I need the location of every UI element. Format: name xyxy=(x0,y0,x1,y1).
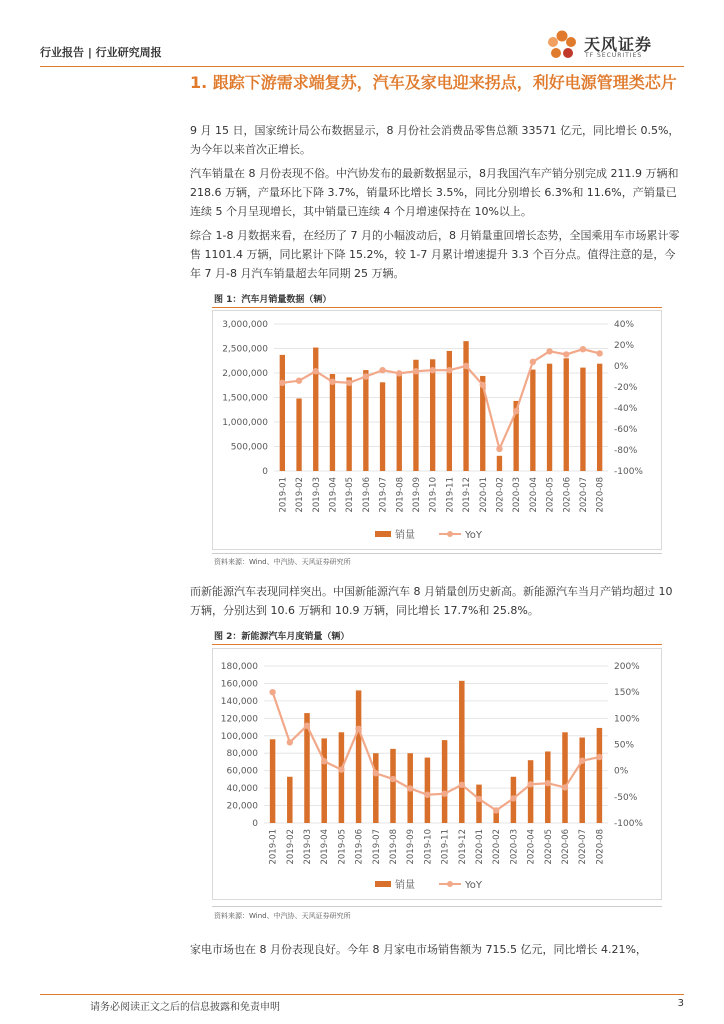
bar-2020-02 xyxy=(497,456,502,471)
x-tick-label: 2019-02 xyxy=(285,829,296,865)
y-left-tick-label: 500,000 xyxy=(230,442,268,453)
x-tick-label: 2020-07 xyxy=(578,477,589,513)
x-tick-label: 2019-06 xyxy=(361,477,372,513)
x-tick-label: 2019-07 xyxy=(378,477,389,513)
y-left-tick-label: 0 xyxy=(262,467,268,477)
x-tick-label: 2020-06 xyxy=(562,477,573,513)
bar-2019-10 xyxy=(425,758,431,823)
bar-2020-05 xyxy=(545,751,551,823)
yoy-point-2019-06 xyxy=(363,373,369,379)
bar-2019-06 xyxy=(356,690,362,823)
yoy-point-2019-05 xyxy=(338,766,344,772)
y-right-tick-label: 40% xyxy=(614,320,635,330)
yoy-point-2019-03 xyxy=(304,722,310,728)
yoy-point-2019-08 xyxy=(396,370,402,376)
figure-1-rule xyxy=(212,307,662,308)
yoy-point-2020-03 xyxy=(510,795,516,801)
bar-2019-03 xyxy=(313,348,318,471)
x-tick-label: 2019-06 xyxy=(354,829,365,865)
y-left-tick-label: 2,000,000 xyxy=(222,369,268,379)
bar-2020-04 xyxy=(530,370,535,471)
figure-1-source: 资料来源：Wind、中汽协、天风证券研究所 xyxy=(214,558,351,566)
bar-2019-05 xyxy=(346,377,351,471)
yoy-point-2019-12 xyxy=(463,363,469,369)
x-tick-label: 2019-12 xyxy=(457,829,468,865)
yoy-point-2019-04 xyxy=(321,758,327,764)
y-right-tick-label: 0% xyxy=(614,362,629,372)
x-tick-label: 2020-02 xyxy=(495,477,506,513)
x-tick-label: 2019-03 xyxy=(311,477,322,513)
x-tick-label: 2020-04 xyxy=(528,477,539,513)
x-tick-label: 2020-08 xyxy=(595,477,606,513)
x-tick-label: 2020-05 xyxy=(543,829,554,865)
bar-2019-07 xyxy=(373,753,379,823)
y-left-tick-label: 20,000 xyxy=(226,801,258,812)
x-tick-label: 2020-04 xyxy=(526,829,537,865)
yoy-point-2019-05 xyxy=(346,380,352,386)
legend-bar-swatch xyxy=(375,531,391,537)
x-tick-label: 2019-08 xyxy=(395,477,406,513)
yoy-point-2019-10 xyxy=(424,792,430,798)
yoy-point-2020-01 xyxy=(480,382,486,388)
yoy-point-2020-06 xyxy=(562,784,568,790)
bar-2020-07 xyxy=(580,368,585,471)
x-tick-label: 2019-04 xyxy=(320,829,331,865)
flower-logo-icon xyxy=(544,28,580,64)
yoy-point-2019-11 xyxy=(441,790,447,796)
yoy-point-2019-09 xyxy=(413,368,419,374)
yoy-point-2019-09 xyxy=(407,785,413,791)
x-tick-label: 2019-12 xyxy=(462,477,473,513)
x-tick-label: 2019-10 xyxy=(423,829,434,865)
nev-sales-chart xyxy=(212,648,662,900)
yoy-point-2020-08 xyxy=(596,350,602,356)
page-footer xyxy=(40,994,684,1014)
y-right-tick-label: 20% xyxy=(614,341,635,351)
figure-2-source: 资料来源：Wind、中汽协、天风证券研究所 xyxy=(214,912,351,920)
footer-disclaimer: 请务必阅读正文之后的信息披露和免责申明 xyxy=(90,1002,280,1013)
figure-2-source-rule xyxy=(212,906,662,907)
y-right-tick-label: -60% xyxy=(614,425,638,435)
yoy-point-2019-07 xyxy=(379,367,385,373)
yoy-point-2019-01 xyxy=(279,380,285,386)
x-tick-label: 2019-11 xyxy=(440,829,451,865)
bar-2019-08 xyxy=(390,749,396,823)
bar-2019-02 xyxy=(296,398,301,471)
yoy-point-2019-06 xyxy=(355,726,361,732)
y-right-tick-label: 150% xyxy=(614,688,640,699)
bar-2019-05 xyxy=(339,732,345,823)
bar-2020-04 xyxy=(528,760,534,823)
legend-line-label: YoY xyxy=(465,530,483,541)
paragraph-1: 9 月 15 日，国家统计局公布数据显示，8 月份社会消费品零售总额 33571 亿元，同比增长 0.5%，为今年以来首次正增长。 xyxy=(190,124,680,156)
figure-1-source-rule xyxy=(212,553,662,554)
yoy-point-2020-04 xyxy=(527,781,533,787)
legend-line-marker xyxy=(447,531,453,537)
bar-2019-12 xyxy=(463,341,468,471)
y-left-tick-label: 1,500,000 xyxy=(222,393,268,404)
paragraph-2: 汽车销量在 8 月份表现不俗。中汽协发布的最新数据显示，8月我国汽车产销分别完成 211.9 万辆和 218.6 万辆，产量环比下降 3.7%，销量环比增长 3.5%，同比分别增长 6.3%和 11.6%，产销量已连续 5 个月呈现增长，其中销量已连续 4 个月增速保持在 10%以上。 xyxy=(190,167,679,218)
x-tick-label: 2019-10 xyxy=(428,477,439,513)
x-tick-label: 2020-07 xyxy=(578,829,589,865)
y-right-tick-label: -40% xyxy=(614,404,638,414)
y-left-tick-label: 80,000 xyxy=(226,749,258,760)
yoy-point-2020-04 xyxy=(530,359,536,365)
bar-2019-04 xyxy=(321,738,327,823)
header-divider xyxy=(40,66,684,67)
y-left-tick-label: 3,000,000 xyxy=(222,320,268,330)
paragraph-3: 综合 1-8 月数据来看，在经历了 7 月的小幅波动后，8 月销量重回增长态势，全国乘用车市场累计零售 1101.4 万辆，同比累计下降 15.2%，较 1-7 月累计增速提升 3.3 个百分点。值得注意的是，今年 7 月-8 月汽车销量超去年同期 25 万辆。 xyxy=(190,229,680,280)
y-right-tick-label: -100% xyxy=(614,819,643,829)
bar-2019-01 xyxy=(270,739,276,823)
bar-2020-08 xyxy=(597,364,602,471)
y-left-tick-label: 140,000 xyxy=(220,696,258,707)
yoy-point-2020-05 xyxy=(545,780,551,786)
legend-bar-swatch xyxy=(375,881,391,887)
y-right-tick-label: -80% xyxy=(614,446,638,456)
yoy-point-2019-07 xyxy=(373,770,379,776)
y-left-tick-label: 40,000 xyxy=(226,784,258,795)
footer-divider xyxy=(40,994,684,995)
y-left-tick-label: 60,000 xyxy=(226,766,258,777)
x-tick-label: 2019-05 xyxy=(345,477,356,513)
bar-2019-04 xyxy=(330,374,335,471)
y-right-tick-label: 50% xyxy=(614,740,635,751)
figure-2-title: 图 2：新能源汽车月度销量（辆） xyxy=(214,632,350,642)
legend-bar-label: 销量 xyxy=(395,880,415,891)
figure-2-rule xyxy=(212,644,662,645)
chart-frame xyxy=(213,649,662,900)
x-tick-label: 2019-02 xyxy=(295,477,306,513)
bar-2019-10 xyxy=(430,359,435,471)
bar-2020-07 xyxy=(579,738,585,823)
y-left-tick-label: 180,000 xyxy=(220,662,258,672)
yoy-point-2019-11 xyxy=(446,367,452,373)
y-right-tick-label: -20% xyxy=(614,383,638,393)
yoy-point-2019-02 xyxy=(296,378,302,384)
y-left-tick-label: 120,000 xyxy=(220,714,258,725)
x-tick-label: 2019-04 xyxy=(328,477,339,513)
legend-line-label: YoY xyxy=(465,880,483,891)
yoy-point-2020-03 xyxy=(513,408,519,414)
logo-text: 天风证券 xyxy=(584,35,653,54)
bar-2019-06 xyxy=(363,370,368,471)
x-tick-label: 2020-03 xyxy=(509,829,520,865)
bar-2019-01 xyxy=(280,355,285,471)
figure-1-title: 图 1：汽车月销量数据（辆） xyxy=(214,295,332,305)
y-right-tick-label: 100% xyxy=(614,714,640,725)
yoy-point-2020-05 xyxy=(546,348,552,354)
paragraph-5: 家电市场也在 8 月份表现良好。今年 8 月家电市场销售额为 715.5 亿元，同比增长 4.21%， xyxy=(190,943,647,956)
yoy-point-2019-02 xyxy=(287,739,293,745)
yoy-point-2020-01 xyxy=(476,796,482,802)
y-left-tick-label: 0 xyxy=(252,819,258,829)
y-left-tick-label: 160,000 xyxy=(220,679,258,690)
section-heading: 1. 跟踪下游需求端复苏，汽车及家电迎来拐点，利好电源管理类芯片 xyxy=(190,73,677,92)
page-header xyxy=(40,28,684,70)
y-right-tick-label: 200% xyxy=(614,662,640,672)
legend-line-marker xyxy=(447,881,453,887)
x-tick-label: 2019-09 xyxy=(411,477,422,513)
bar-2020-06 xyxy=(562,732,568,823)
yoy-point-2019-12 xyxy=(459,782,465,788)
x-tick-label: 2019-09 xyxy=(406,829,417,865)
yoy-point-2019-04 xyxy=(329,379,335,385)
y-left-tick-label: 1,000,000 xyxy=(222,418,268,428)
yoy-point-2020-08 xyxy=(596,754,602,760)
bar-2019-08 xyxy=(397,375,402,471)
car-sales-chart xyxy=(212,310,662,550)
breadcrumb: 行业报告 | 行业研究周报 xyxy=(40,46,162,59)
x-tick-label: 2020-03 xyxy=(512,477,523,513)
page-number: 3 xyxy=(677,998,684,1009)
yoy-point-2020-07 xyxy=(579,758,585,764)
x-tick-label: 2019-05 xyxy=(337,829,348,865)
yoy-point-2020-02 xyxy=(496,446,502,452)
logo-text-en: TF SECURITIES xyxy=(585,52,643,59)
yoy-point-2020-06 xyxy=(563,351,569,357)
company-logo xyxy=(544,28,684,68)
yoy-point-2019-01 xyxy=(269,689,275,695)
x-tick-label: 2019-03 xyxy=(303,829,313,865)
x-tick-label: 2020-05 xyxy=(545,477,556,513)
y-right-tick-label: 0% xyxy=(614,766,629,777)
yoy-point-2020-02 xyxy=(493,807,499,813)
x-tick-label: 2019-01 xyxy=(268,829,279,865)
x-tick-label: 2019-01 xyxy=(278,477,289,513)
bar-2020-08 xyxy=(597,728,603,823)
x-tick-label: 2020-08 xyxy=(595,829,606,865)
y-left-tick-label: 100,000 xyxy=(220,731,258,742)
bar-2019-12 xyxy=(459,681,465,823)
x-tick-label: 2019-08 xyxy=(389,829,399,865)
bar-2020-06 xyxy=(564,358,569,471)
yoy-point-2019-03 xyxy=(313,368,319,374)
paragraph-4: 而新能源汽车表现同样突出。中国新能源汽车 8 月销量创历史新高。新能源汽车当月产销均超过 10 万辆，分别达到 10.6 万辆和 10.9 万辆，同比增长 17.7%和 25.8%。 xyxy=(190,585,673,617)
y-left-tick-label: 2,500,000 xyxy=(222,344,268,355)
bar-2019-11 xyxy=(442,740,448,823)
bar-2020-01 xyxy=(476,785,482,823)
x-tick-label: 2019-07 xyxy=(371,829,382,865)
bar-2020-05 xyxy=(547,364,552,471)
bar-2019-09 xyxy=(413,360,418,471)
bar-2019-02 xyxy=(287,777,293,823)
bar-2019-07 xyxy=(380,382,385,471)
x-tick-label: 2019-11 xyxy=(445,477,456,513)
y-right-tick-label: -50% xyxy=(614,792,638,803)
y-right-tick-label: -100% xyxy=(614,467,643,477)
yoy-point-2020-07 xyxy=(580,346,586,352)
x-tick-label: 2020-06 xyxy=(561,829,571,865)
legend-bar-label: 销量 xyxy=(395,530,415,541)
x-tick-label: 2020-01 xyxy=(478,477,489,513)
x-tick-label: 2020-02 xyxy=(492,829,503,865)
x-tick-label: 2020-01 xyxy=(475,829,485,865)
yoy-point-2019-10 xyxy=(429,367,435,373)
yoy-point-2019-08 xyxy=(390,776,396,782)
